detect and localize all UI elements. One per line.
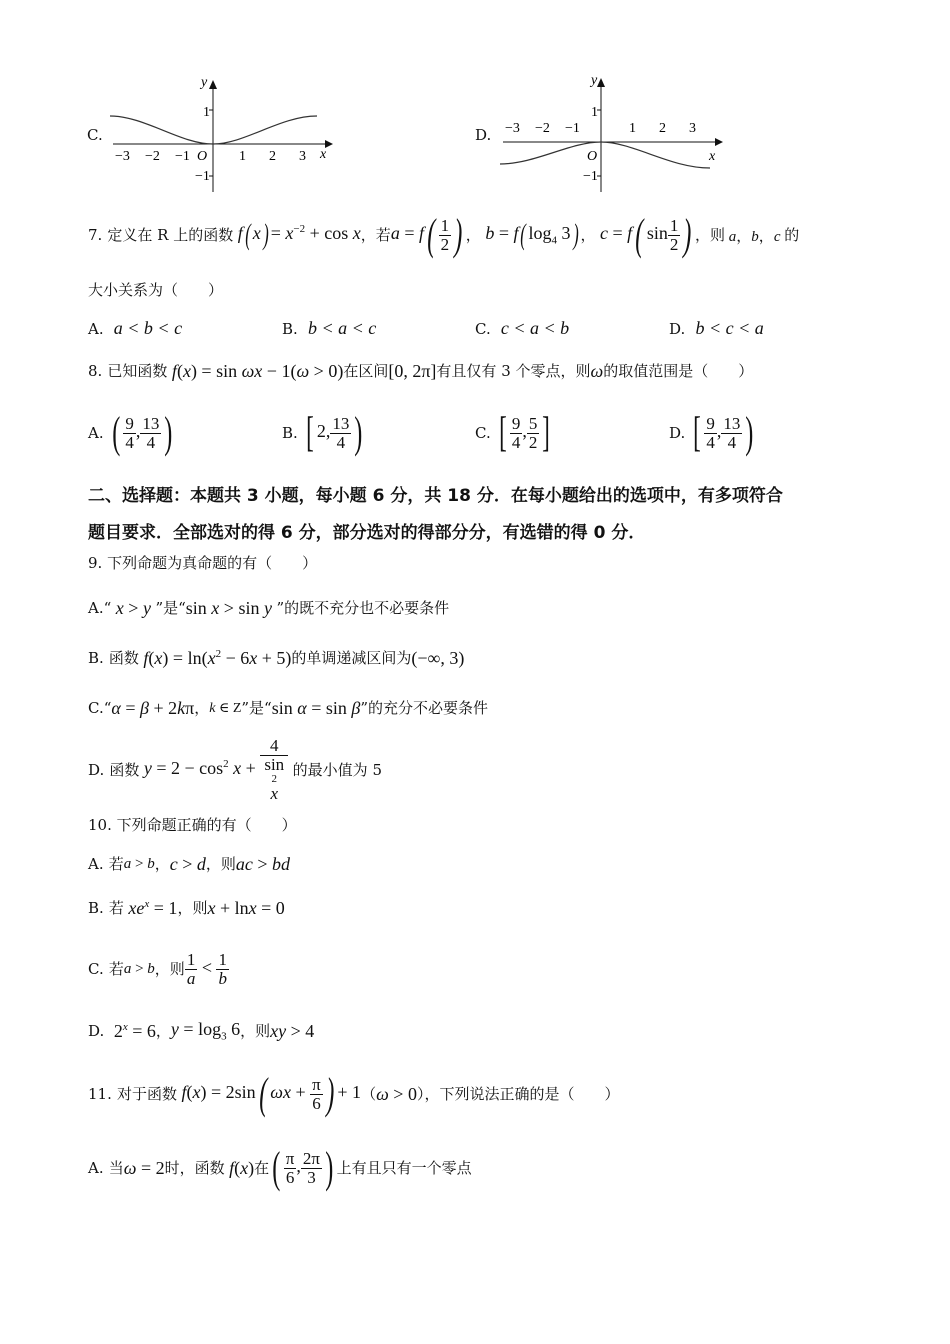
q9-text: ”是“ <box>241 698 272 717</box>
q9-a-expr2: sin x > sin y <box>185 597 277 618</box>
graph-c-tick-x: −1 <box>175 149 190 164</box>
q10-text: ，则 <box>205 854 236 873</box>
q9-c-expr2: sin α = sin β <box>271 697 361 718</box>
q8-interval: [0, 2π] <box>388 360 437 381</box>
graph-d-tick-x: −1 <box>565 121 580 136</box>
graph-c-tick-m1: −1 <box>195 169 210 184</box>
q9-c-expr: α = β + 2kπ <box>111 697 195 718</box>
graph-c-tick-1: 1 <box>203 105 210 120</box>
q9-b-interval: (−∞, 3) <box>411 647 465 668</box>
graph-c-tick-x: 3 <box>299 149 306 164</box>
q10-text: ， <box>155 1021 171 1040</box>
q11-text: 上有且只有一个零点 <box>336 1158 472 1177</box>
q10-c-expr: a > b <box>123 960 155 977</box>
graph-c-x-label: x <box>320 147 327 162</box>
q10-a-expr: a > b <box>123 855 155 872</box>
q9-d-expr: $y = 2 - \cos^2 x$ + 4 sin 2 x <box>139 737 292 803</box>
q9-option-label: D. <box>88 760 105 779</box>
q8-text: 在区间 <box>343 361 389 380</box>
q8-option-expr: ( $\frac{9}{4}$ , $\frac{13}{4}$ ) <box>112 408 173 457</box>
q10-text: 若 <box>108 959 124 978</box>
q11-a-expr2: f(x) <box>224 1157 255 1178</box>
q10-option-label: B. <box>88 898 104 917</box>
graph-d-tick-m1: −1 <box>583 169 598 184</box>
q7-option-expr: b < c < a <box>695 318 764 338</box>
q10-d-expr: $2^x = 6$ <box>113 1020 156 1041</box>
q7-text: ，则 <box>695 225 726 244</box>
q9-text: ， <box>194 698 210 717</box>
q11-text: ），下列说法正确的是（ ） <box>416 1084 620 1103</box>
q10-d-expr3: xy > 4 <box>270 1020 315 1041</box>
q8-option-b[interactable] <box>282 408 366 458</box>
q10-c-expr2: $\frac{1}{a}$ < $\frac{1}{b}$ <box>186 949 227 988</box>
q9-text: ”的既不充分也不必要条件 <box>276 598 450 617</box>
q8-option-label: B. <box>282 423 298 442</box>
q10-a-expr2: c > d <box>169 853 206 874</box>
q8-option-expr: [ 2, $\frac{13}{4}$ ) <box>306 408 363 457</box>
question-11 <box>88 1068 619 1120</box>
option-d-label: D. <box>475 126 492 144</box>
q9-text: “ <box>103 698 112 717</box>
q11-text: 当 <box>108 1158 124 1177</box>
q9-text: 的单调递减区间为 <box>291 648 412 667</box>
q11-number: 11. <box>88 1084 112 1103</box>
q7-option-label: C. <box>475 320 491 338</box>
q10-text: 若 <box>108 854 124 873</box>
graph-d <box>495 70 730 194</box>
graph-c-y-label: y <box>201 75 208 90</box>
q10-stem: 10. 下列命题正确的有（ ） <box>88 816 297 834</box>
q10-option-label: A. <box>88 854 104 873</box>
section2-heading-line1: 二、选择题：本题共 3 小题，每小题 6 分，共 18 分．在每小题给出的选项中，有多项符合 <box>88 486 783 506</box>
graph-d-tick-1: 1 <box>591 105 598 120</box>
q10-option-c[interactable] <box>88 944 229 994</box>
q7-c-def: c = f( sin $\frac{1}{2}$ ) <box>595 210 692 259</box>
q9-option-label: C. <box>88 698 104 717</box>
q8-option-a[interactable] <box>88 408 176 458</box>
q10-option-d[interactable] <box>88 1018 314 1044</box>
q10-a-expr3: ac > bd <box>235 853 291 874</box>
graph-d-y-label: y <box>591 73 598 88</box>
graph-d-x-label: x <box>709 149 716 164</box>
q10-text: ，则 <box>177 898 208 917</box>
option-c-label: C. <box>87 126 103 144</box>
q7-a-def: a = f( $\frac{1}{2}$ ) <box>390 210 463 259</box>
q7-b-def: b = f( $\log_4 3$) <box>480 218 579 251</box>
q8-option-label: C. <box>475 423 491 442</box>
q9-c-k: k ∈ Z <box>209 700 242 716</box>
q9-text: 函数 <box>108 648 139 667</box>
q8-option-expr: [ $\frac{9}{4}$ , $\frac{13}{4}$ ) <box>693 408 754 457</box>
q7-option-expr: c < a < b <box>500 318 570 338</box>
q11-option-label: A. <box>88 1158 104 1177</box>
graph-c-tick-x: −2 <box>145 149 160 164</box>
q7-text: ， <box>580 225 596 244</box>
graph-d-tick-x: −3 <box>505 121 520 136</box>
q10-option-b[interactable] <box>88 896 285 920</box>
q7-vars: a，b，c <box>725 228 785 245</box>
q11-text: 在 <box>254 1158 270 1177</box>
q7-text: 定义在 R 上的函数 <box>107 225 234 244</box>
q8-function: f(x) = sin ωx − 1(ω > 0) <box>167 360 344 381</box>
q7-option-label: B. <box>282 320 298 338</box>
q10-b-expr: $xe^x = 1$ <box>123 897 178 918</box>
q8-option-label: D. <box>669 423 686 442</box>
graph-d-tick-x: 2 <box>659 121 666 136</box>
graph-d-tick-x: 3 <box>689 121 696 136</box>
section2-heading-line2: 题目要求．全部选对的得 6 分，部分选对的得部分分，有选错的得 0 分． <box>88 523 646 543</box>
q11-function: f(x) = 2sin( ωx + $\frac{\pi}{6}$ ) + 1 <box>176 1069 362 1118</box>
q8-number: 8. <box>88 361 103 380</box>
graph-c-origin: O <box>197 149 208 164</box>
q7-number: 7. <box>88 225 103 244</box>
q9-a-expr: x > y <box>111 597 156 618</box>
q9-option-label: B. <box>88 648 104 667</box>
q11-option-a[interactable] <box>88 1142 472 1194</box>
q8-option-d[interactable] <box>669 408 757 458</box>
q7-option-label: A. <box>88 320 104 338</box>
q9-option-d[interactable] <box>88 735 382 804</box>
q10-option-label: D. <box>88 1021 105 1040</box>
q7-option-d[interactable] <box>669 318 764 339</box>
q9-option-a[interactable] <box>88 596 449 620</box>
q10-d-expr2: $y = \log_3 6$ <box>170 1019 241 1043</box>
graph-d-origin: O <box>587 149 598 164</box>
q7-function-def: f( $x) = x^{-2} + \cos x$ <box>233 218 361 251</box>
q7-text: ， <box>465 225 481 244</box>
graph-d-tick-x: 1 <box>629 121 636 136</box>
q10-text: ， <box>154 854 170 873</box>
graph-d-tick-x: −2 <box>535 121 550 136</box>
q9-text: ”是“ <box>155 598 186 617</box>
q9-option-c[interactable] <box>88 696 488 720</box>
question-7 <box>88 210 799 260</box>
q8-option-c[interactable] <box>475 408 553 458</box>
graph-c-tick-x: 2 <box>269 149 276 164</box>
q10-option-label: C. <box>88 959 104 978</box>
q10-text: ，则 <box>240 1021 271 1040</box>
q7-option-c[interactable] <box>475 318 569 339</box>
q7-option-expr: b < a < c <box>307 318 377 338</box>
q7-option-label: D. <box>669 320 686 338</box>
q10-text: 若 <box>108 898 124 917</box>
q9-text: 的最小值为 5 <box>292 760 382 779</box>
q7-option-a[interactable] <box>88 318 182 339</box>
q9-text: 函数 <box>109 760 140 779</box>
q8-omega: ω <box>590 360 604 381</box>
q11-text: 时，函数 <box>164 1158 225 1177</box>
q9-text: “ <box>103 598 112 617</box>
q7-text: ，若 <box>360 225 391 244</box>
q11-a-expr: ω = 2 <box>123 1157 165 1178</box>
q9-option-b[interactable] <box>88 644 464 672</box>
q8-text: 的取值范围是（ ） <box>603 361 754 380</box>
q9-option-label: A. <box>88 598 104 617</box>
q9-stem: 9. 下列命题为真命题的有（ ） <box>88 554 318 572</box>
q11-omega: ω > 0 <box>376 1083 417 1104</box>
graph-c <box>105 72 340 194</box>
q10-text: ，则 <box>154 959 185 978</box>
q11-text: 对于函数 <box>116 1084 177 1103</box>
question-8 <box>88 356 753 386</box>
q8-text: 已知函数 <box>107 361 168 380</box>
q11-text: （ <box>361 1084 377 1103</box>
q7-option-expr: a < b < c <box>113 318 183 338</box>
q9-text: ”的充分不必要条件 <box>360 698 488 717</box>
q7-option-b[interactable] <box>282 318 376 339</box>
q8-text: 有且仅有 3 个零点，则 <box>436 361 591 380</box>
q7-line2: 大小关系为（ ） <box>88 281 224 299</box>
q8-option-expr: [ $\frac{9}{4}$ , $\frac{5}{2}$ ] <box>498 410 551 456</box>
graph-c-tick-x: 1 <box>239 149 246 164</box>
q8-option-label: A. <box>88 423 104 442</box>
q9-b-expr: $f(x) = \ln(x^2 - 6x + 5)$ <box>138 647 292 668</box>
q10-option-a[interactable] <box>88 852 290 876</box>
q10-b-expr2: x + lnx = 0 <box>207 897 285 918</box>
graph-c-tick-x: −3 <box>115 149 130 164</box>
q11-a-interval: ( $\frac{\pi}{6}$ , $\frac{2\pi}{3}$ ) <box>272 1143 334 1192</box>
q7-text: 的 <box>784 225 800 244</box>
